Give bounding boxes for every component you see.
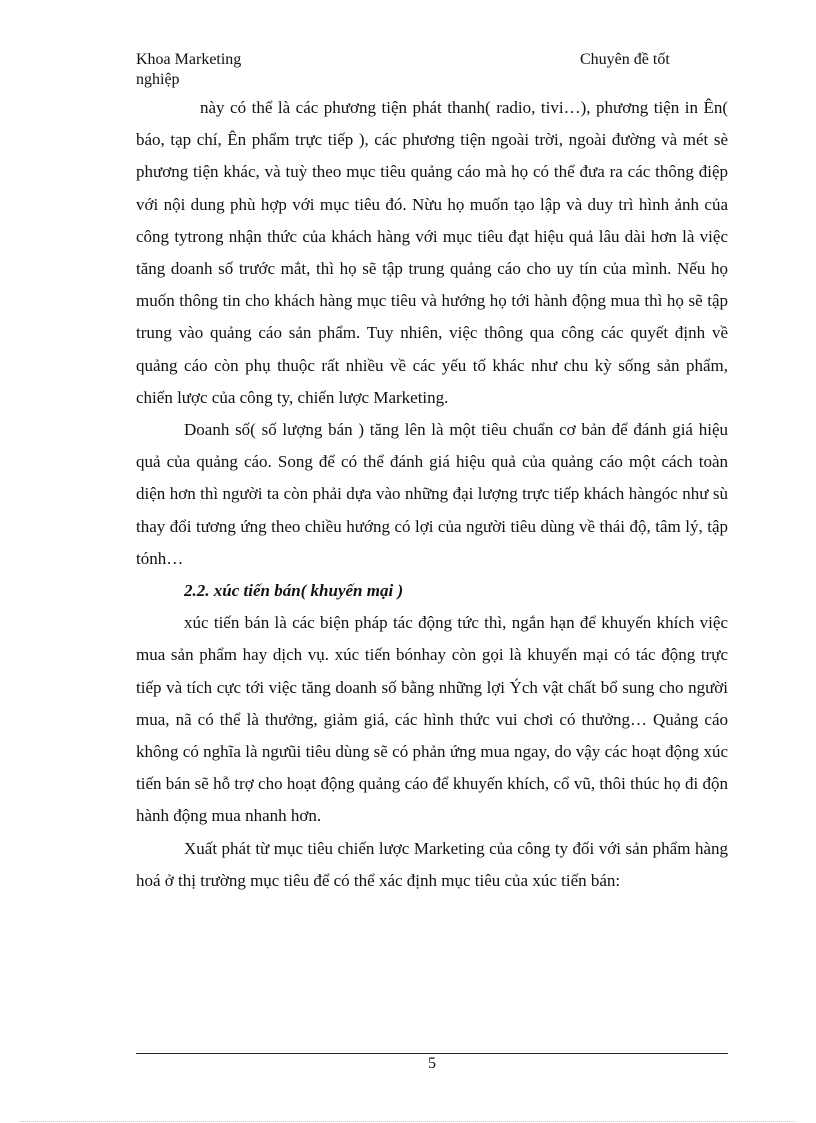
header-doc-type-continued: nghiệp <box>136 71 180 88</box>
header-department: Khoa Marketing <box>136 51 242 68</box>
section-heading-sales-promotion: 2.2. xúc tiến bán( khuyến mại ) <box>184 581 404 601</box>
paragraph-advertising-media: này có thể là các phương tiện phát thanh( radio, tivi…), phương tiện in Ên( báo, tạp chí, Ên phẩm trực tiếp ), các phương tiện ngoài trời, ngoài đường và mét sè phương tiện khác, và tuỳ theo mục tiêu quảng cáo mà họ có thể đưa ra các thông điệp với nội dung phù hợp với mục tiêu đó. Nừu họ muốn tạo lập và duy trì hình ảnh của công tytrong nhận thức của khách hàng với mục tiêu đạt hiệu quả lâu dài hơn là việc tăng doanh số trước mắt, thì họ sẽ tập trung quảng cáo cho uy tín của mình. Nếu họ muốn thông tin cho khách hàng mục tiêu và hướng họ tới hành động mua thì họ sẽ tập trung vào quảng cáo sản phẩm. Tuy nhiên, việc thông qua công các quyết định về quảng cáo còn phụ thuộc rất nhiều về các yếu tố khác như chu kỳ sống sản phẩm, chiến lược của công ty, chiến lược Marketing. <box>136 98 728 407</box>
paragraph-promotion-objectives: Xuất phát từ mục tiêu chiến lược Marketing của công ty đối với sản phẩm hàng hoá ở thị trường mục tiêu để có thể xác định mục tiêu của xúc tiến bán: <box>136 838 728 890</box>
page-bottom-edge <box>20 1121 796 1122</box>
footer-divider <box>136 1053 728 1054</box>
paragraph-sales-effectiveness: Doanh số( số lượng bán ) tăng lên là một tiêu chuẩn cơ bản để đánh giá hiệu quả của quảng cáo. Song để có thể đánh giá hiệu quả của quảng cáo một cách toàn diện hơn thì người ta còn phải dựa vào những đại lượng trực tiếp khách hàngóc như sù thay đổi tương ứng theo chiều hướng có lợi của người tiêu dùng về thái độ, tâm lý, tập tónh… <box>136 420 728 568</box>
paragraph-sales-promotion: xúc tiến bán là các biện pháp tác động tức thì, ngắn hạn để khuyến khích việc mua sản phẩm hay dịch vụ. xúc tiến bónhay còn gọi là khuyến mại có tác động trực tiếp và tích cực tới việc tăng doanh số bằng những lợi Ých vật chất bổ sung cho người mua, nã có thể là thưởng, giảm giá, các hình thức vui chơi có thưởng… Quảng cáo không có nghĩa là ngưũi tiêu dùng sẽ có phản ứng mua ngay, do vậy các hoạt động xúc tiến bán sẽ hỗ trợ cho hoạt động quảng cáo để khuyến khích, cổ vũ, thôi thúc họ đi độn hành động mua nhanh hơn. <box>136 613 728 826</box>
page-number: 5 <box>428 1055 436 1072</box>
header-doc-type: Chuyên đề tốt <box>580 51 670 68</box>
body-text <box>136 92 728 897</box>
